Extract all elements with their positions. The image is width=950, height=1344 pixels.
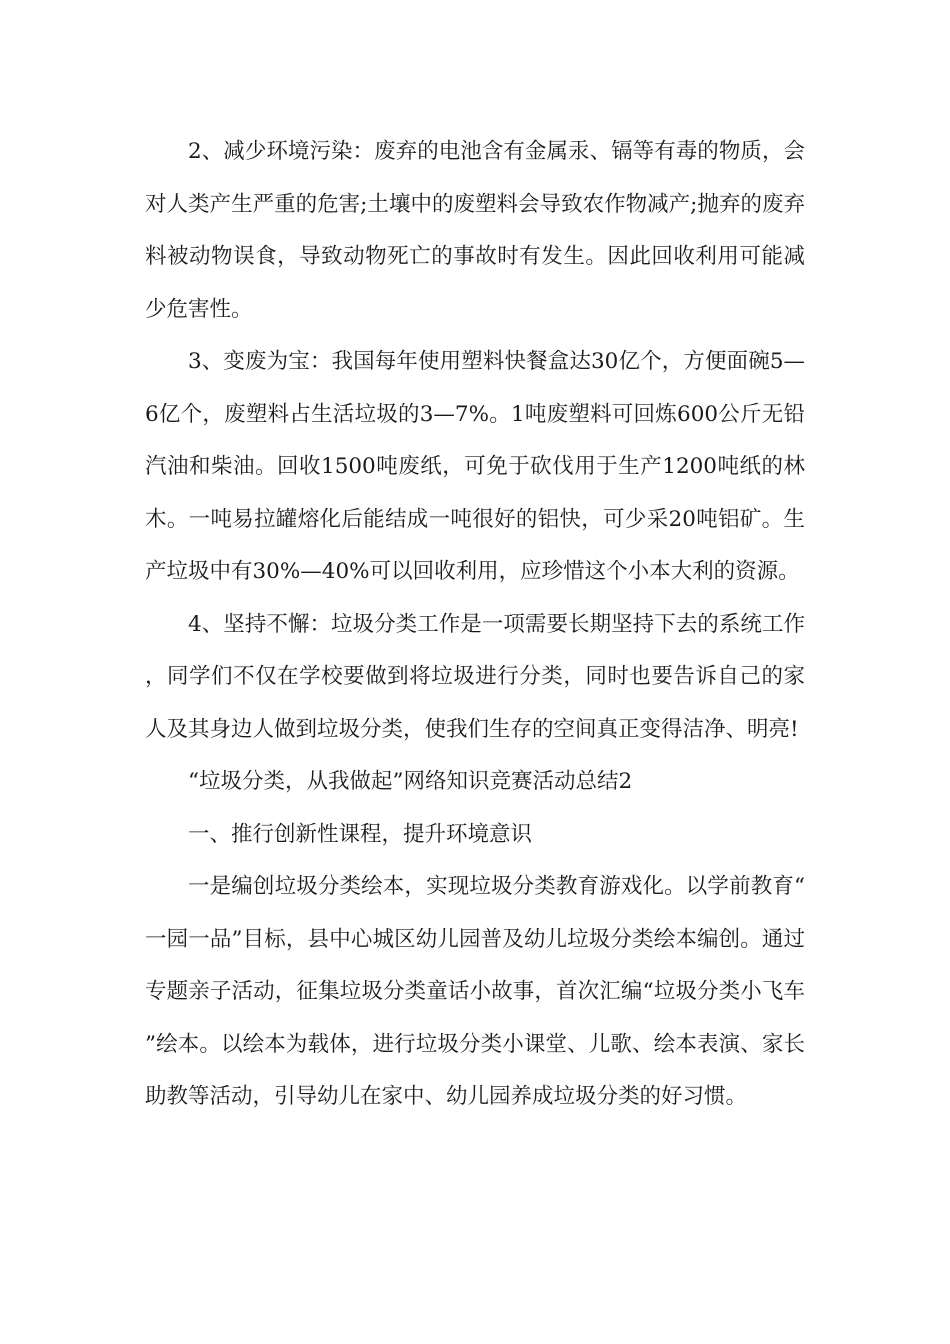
paragraph-reduce-pollution: 2、减少环境污染：废弃的电池含有金属汞、镉等有毒的物质，会对人类产生严重的危害;土壤中的废塑料会导致农作物减产;抛弃的废弃料被动物误食，导致动物死亡的事故时有发生。因此回收利用可能减少危害性。 [145, 139, 805, 322]
paragraph-waste-to-treasure: 3、变废为宝：我国每年使用塑料快餐盒达30亿个，方便面碗5—6亿个，废塑料占生活垃圾的3—7%。1吨废塑料可回炼600公斤无铅汽油和柴油。回收1500吨废纸，可免于砍伐用于生产1200吨纸的林木。一吨易拉罐熔化后能结成一吨很好的铝快，可少采20吨铝矿。生产垃圾中有30%—40%可以回收利用，应珍惜这个小本大利的资源。 [145, 349, 805, 584]
subheading: 一、推行创新性课程，提升环境意识 [188, 821, 533, 847]
section-title: “垃圾分类，从我做起”网络知识竞赛活动总结2 [188, 769, 633, 794]
paragraph-picture-book: 一是编创垃圾分类绘本，实现垃圾分类教育游戏化。以学前教育“一园一品”目标，县中心城区幼儿园普及幼儿垃圾分类绘本编创。通过专题亲子活动，征集垃圾分类童话小故事，首次汇编“垃圾分类小飞车”绘本。以绘本为载体，进行垃圾分类小课堂、儿歌、绘本表演、家长助教等活动，引导幼儿在家中、幼儿园养成垃圾分类的好习惯。 [145, 874, 805, 1109]
paragraph-persistence: 4、坚持不懈：垃圾分类工作是一项需要长期坚持下去的系统工作，同学们不仅在学校要做到将垃圾进行分类，同时也要告诉自己的家人及其身边人做到垃圾分类，使我们生存的空间真正变得洁净、明亮! [145, 611, 805, 742]
document-body [145, 126, 805, 1124]
